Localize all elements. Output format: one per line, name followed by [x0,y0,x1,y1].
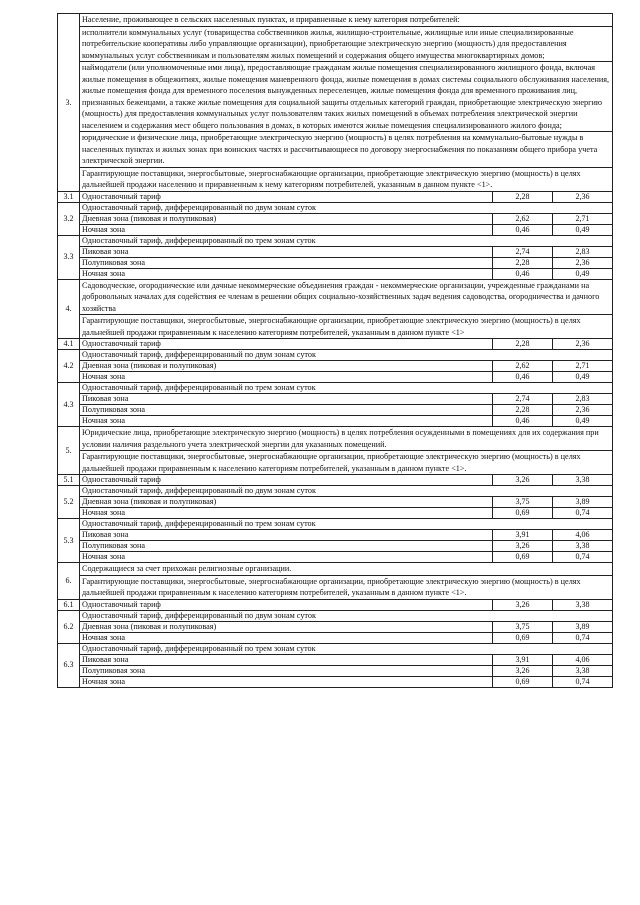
section-paragraph: Население, проживающее в сельских населенных пунктах, и приравненные к нему категория потребителей: [80,14,613,27]
subsection-number: 3.3 [58,235,80,279]
tariff-value-first-half: 0,69 [493,676,553,687]
tariff-value-second-half: 2,36 [553,257,613,268]
tariff-value-first-half: 2,28 [493,257,553,268]
tariff-row [58,416,613,427]
tariff-value-second-half: 3,38 [553,599,613,610]
tariff-value-first-half: 2,28 [493,339,553,350]
tariff-zone-label: Одноставочный тариф [80,475,493,486]
section-number: 6. [58,563,80,600]
section-text-row [58,26,613,62]
tariff-zone-label: Ночная зона [80,416,493,427]
tariff-value-second-half: 3,89 [553,621,613,632]
tariff-value-first-half: 0,69 [493,552,553,563]
tariff-zone-label: Полупиковая зона [80,257,493,268]
tariff-row [58,541,613,552]
tariff-value-first-half: 3,75 [493,621,553,632]
tariff-value-first-half: 0,46 [493,268,553,279]
tariff-row [58,599,613,610]
subsection-number: 6.1 [58,599,80,610]
section-paragraph: Юридические лица, приобретающие электрическую энергию (мощность) в целях потребления осужденными в помещениях для их содержания при условии наличия раздельного учета электрической энергии для указанных помещений. [80,427,613,451]
section-text-row [58,427,613,451]
tariff-value-second-half: 0,49 [553,224,613,235]
section-text-row [58,451,613,475]
tariff-row [58,552,613,563]
tariff-group-header: Одноставочный тариф, дифференцированный по двум зонам суток [80,202,613,213]
tariff-value-first-half: 0,46 [493,224,553,235]
tariff-zone-label: Полупиковая зона [80,665,493,676]
tariff-value-second-half: 2,71 [553,361,613,372]
tariff-table [57,13,613,688]
tariff-zone-label: Ночная зона [80,224,493,235]
tariff-zone-label: Дневная зона (пиковая и полупиковая) [80,213,493,224]
tariff-row [58,621,613,632]
tariff-value-first-half: 2,74 [493,394,553,405]
tariff-value-first-half: 3,91 [493,654,553,665]
subsection-number: 4.1 [58,339,80,350]
tariff-row [58,632,613,643]
tariff-group-header-row [58,202,613,213]
tariff-zone-label: Ночная зона [80,268,493,279]
tariff-zone-label: Дневная зона (пиковая и полупиковая) [80,497,493,508]
section-number: 3. [58,14,80,192]
tariff-zone-label: Полупиковая зона [80,405,493,416]
tariff-value-first-half: 2,62 [493,213,553,224]
tariff-group-header: Одноставочный тариф, дифференцированный по трем зонам суток [80,235,613,246]
tariff-value-first-half: 0,46 [493,372,553,383]
tariff-value-first-half: 2,62 [493,361,553,372]
tariff-value-second-half: 0,49 [553,268,613,279]
section-paragraph: Гарантирующие поставщики, энергосбытовые, энергоснабжающие организации, приобретающие электрическую энергию (мощность) в целях дальнейшей продажи приравненным к населению категориям потребителей, указанным в данном пункте <1>. [80,575,613,599]
tariff-value-second-half: 3,38 [553,475,613,486]
tariff-zone-label: Пиковая зона [80,394,493,405]
tariff-value-second-half: 2,83 [553,246,613,257]
tariff-group-header: Одноставочный тариф, дифференцированный по двум зонам суток [80,486,613,497]
tariff-value-second-half: 3,89 [553,497,613,508]
tariff-row [58,475,613,486]
tariff-value-first-half: 3,26 [493,475,553,486]
section-number: 4. [58,279,80,339]
tariff-value-first-half: 3,26 [493,665,553,676]
tariff-row [58,394,613,405]
tariff-row [58,339,613,350]
section-paragraph: исполнители коммунальных услуг (товарищества собственников жилья, жилищно-строительные, жилищные или иные специализированные потребительские кооперативы либо управляющие организации), приобретающие электрическую энергию (мощность) для предоставления коммунальных услуг собственникам и пользователям жилых помещений и содержания общего имущества многоквартирных домов; [80,26,613,62]
section-text-row [58,62,613,132]
section-text-row [58,575,613,599]
section-text-row [58,563,613,576]
tariff-row [58,405,613,416]
tariff-value-first-half: 0,46 [493,416,553,427]
tariff-value-first-half: 0,69 [493,508,553,519]
tariff-row [58,224,613,235]
tariff-value-second-half: 2,83 [553,394,613,405]
tariff-value-first-half: 2,74 [493,246,553,257]
tariff-zone-label: Пиковая зона [80,530,493,541]
tariff-group-header-row [58,383,613,394]
tariff-row [58,257,613,268]
tariff-group-header: Одноставочный тариф, дифференцированный по трем зонам суток [80,643,613,654]
tariff-group-header-row [58,610,613,621]
tariff-zone-label: Дневная зона (пиковая и полупиковая) [80,361,493,372]
section-text-row [58,279,613,315]
tariff-row [58,508,613,519]
subsection-number: 4.3 [58,383,80,427]
tariff-row [58,213,613,224]
tariff-group-header-row [58,643,613,654]
tariff-group-header: Одноставочный тариф, дифференцированный по трем зонам суток [80,519,613,530]
tariff-zone-label: Ночная зона [80,372,493,383]
tariff-row [58,665,613,676]
tariff-value-second-half: 2,36 [553,191,613,202]
tariff-zone-label: Пиковая зона [80,654,493,665]
section-paragraph: Содержащиеся за счет прихожан религиозные организации. [80,563,613,576]
section-text-row [58,167,613,191]
tariff-group-header-row [58,235,613,246]
subsection-number: 4.2 [58,350,80,383]
tariff-row [58,530,613,541]
tariff-group-header-row [58,486,613,497]
tariff-value-second-half: 0,74 [553,632,613,643]
tariff-value-second-half: 2,36 [553,405,613,416]
tariff-zone-label: Одноставочный тариф [80,191,493,202]
tariff-value-first-half: 0,69 [493,632,553,643]
tariff-value-first-half: 2,28 [493,191,553,202]
tariff-value-second-half: 0,74 [553,552,613,563]
tariff-group-header: Одноставочный тариф, дифференцированный по двум зонам суток [80,610,613,621]
tariff-value-first-half: 3,75 [493,497,553,508]
tariff-value-second-half: 2,71 [553,213,613,224]
tariff-row [58,246,613,257]
tariff-row [58,372,613,383]
section-paragraph: Гарантирующие поставщики, энергосбытовые, энергоснабжающие организации, приобретающие электрическую энергию (мощность) в целях дальнейшей продажи приравненным к населению категориям потребителей, указанным в данном пункте <1>. [80,451,613,475]
tariff-zone-label: Ночная зона [80,676,493,687]
tariff-zone-label: Одноставочный тариф [80,599,493,610]
tariff-value-second-half: 3,38 [553,665,613,676]
subsection-number: 5.2 [58,486,80,519]
tariff-value-second-half: 4,06 [553,654,613,665]
tariff-value-first-half: 3,26 [493,599,553,610]
section-paragraph: Гарантирующие поставщики, энергосбытовые, энергоснабжающие организации, приобретающие электрическую энергию (мощность) в целях дальнейшей продажи населению и приравненным к нему категориям потребителей, указанным в данном пункте <1>. [80,167,613,191]
tariff-zone-label: Дневная зона (пиковая и полупиковая) [80,621,493,632]
section-text-row [58,132,613,168]
tariff-value-second-half: 2,36 [553,339,613,350]
subsection-number: 6.2 [58,610,80,643]
tariff-zone-label: Ночная зона [80,552,493,563]
tariff-value-first-half: 3,91 [493,530,553,541]
tariff-value-second-half: 0,49 [553,416,613,427]
section-text-row [58,14,613,27]
tariff-value-second-half: 4,06 [553,530,613,541]
tariff-group-header-row [58,519,613,530]
tariff-value-second-half: 0,49 [553,372,613,383]
section-text-row [58,315,613,339]
subsection-number: 3.1 [58,191,80,202]
tariff-row [58,268,613,279]
subsection-number: 3.2 [58,202,80,235]
tariff-row [58,676,613,687]
tariff-group-header: Одноставочный тариф, дифференцированный по двум зонам суток [80,350,613,361]
tariff-zone-label: Полупиковая зона [80,541,493,552]
tariff-value-first-half: 2,28 [493,405,553,416]
section-paragraph: Садоводческие, огороднические или дачные некоммерческие объединения граждан - некоммерческие организации, учрежденные гражданами на добровольных началах для содействия ее членам в решении общих социально-хозяйственных задач ведения садоводства, огородничества и дачного хозяйства [80,279,613,315]
tariff-zone-label: Пиковая зона [80,246,493,257]
tariff-row [58,654,613,665]
subsection-number: 5.3 [58,519,80,563]
tariff-zone-label: Ночная зона [80,508,493,519]
tariff-group-header-row [58,350,613,361]
tariff-row [58,361,613,372]
tariff-zone-label: Одноставочный тариф [80,339,493,350]
subsection-number: 5.1 [58,475,80,486]
section-paragraph: Гарантирующие поставщики, энергосбытовые, энергоснабжающие организации, приобретающие электрическую энергию (мощность) в целях дальнейшей продажи приравненным к населению категориям потребителей, указанным в данном пункте <1> [80,315,613,339]
tariff-group-header: Одноставочный тариф, дифференцированный по трем зонам суток [80,383,613,394]
section-number: 5. [58,427,80,475]
section-paragraph: юридические и физические лица, приобретающие электрическую энергию (мощность) в целях потребления на коммунально-бытовые нужды в населенных пунктах и жилых зонах при воинских частях и рассчитывающиеся по договору энергоснабжения по показаниям общего прибора учета электрической энергии. [80,132,613,168]
subsection-number: 6.3 [58,643,80,687]
tariff-zone-label: Ночная зона [80,632,493,643]
tariff-value-first-half: 3,26 [493,541,553,552]
tariff-value-second-half: 3,38 [553,541,613,552]
tariff-row [58,191,613,202]
tariff-value-second-half: 0,74 [553,676,613,687]
tariff-value-second-half: 0,74 [553,508,613,519]
section-paragraph: наймодатели (или уполномоченные ими лица), предоставляющие гражданам жилые помещения специализированного жилищного фонда, включая жилые помещения в общежитиях, жилые помещения маневренного фонда, жилые помещения в домах системы социального обслуживания населения, жилые помещения фонда для временного поселения вынужденных переселенцев, жилые помещения фонда для временного проживания лиц, признанных беженцами, а также жилые помещения для социальной защиты отдельных категорий граждан, приобретающие электрическую энергию (мощность) для предоставления коммунальных услуг пользователям таких жилых помещений в объемах потребления электрической энергии населением и содержания мест общего пользования в домах, в которых имеются жилые помещения специализированного жилого фонда; [80,62,613,132]
tariff-row [58,497,613,508]
